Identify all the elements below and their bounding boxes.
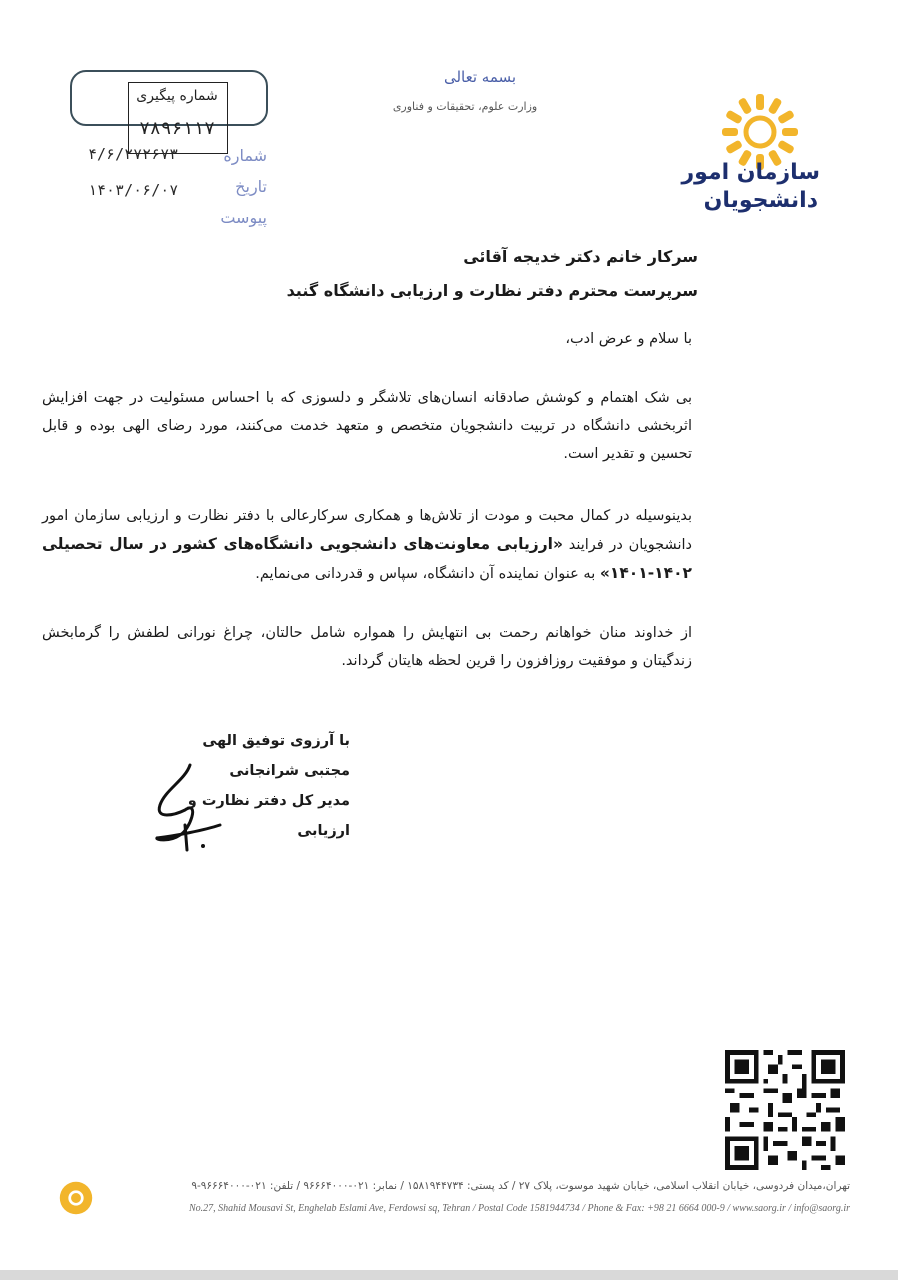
addressee-line2: سرپرست محترم دفتر نظارت و ارزیابی دانشگاه گنبد	[286, 281, 698, 300]
meta-labels	[205, 140, 267, 233]
signature-scribble	[145, 760, 245, 860]
date-label: تاریخ	[235, 177, 267, 196]
paragraph-1: بی شک اهتمام و کوشش صادقانه انسان‌های تلاشگر و دلسوزی که با احساس مسئولیت در جهت افزایش اثربخشی دانشگاه در تربیت دانشجویان متخصص و متعهد خدمت می‌کنند، مورد رضای الهی بوده و قابل تحسین و تقدیر است.	[42, 390, 692, 462]
addressee	[198, 240, 698, 308]
footer-logo	[58, 1180, 94, 1216]
paragraph-2-bold: «ارزیابی معاونت‌های دانشجویی دانشگاه‌های کشور در سال تحصیلی ۱۴۰۲-۱۴۰۱»	[42, 535, 692, 582]
qr-code	[725, 1050, 845, 1170]
salutation: با سلام و عرض ادب،	[565, 331, 692, 347]
signer-title: مدیر کل دفتر نظارت و ارزیابی	[187, 793, 350, 839]
footer-address-en: No.27, Shahid Mousavi St, Enghelab Eslami Ave, Ferdowsi sq, Tehran / Postal Code 1581944734 / Phone & Fax: +98 21 6664 000-9 / www.saorg.ir / info@saorg.ir	[188, 1203, 850, 1214]
signer-name: مجتبی شرانجانی	[229, 763, 350, 779]
addressee-line1: سرکار خانم دکتر خدیجه آقائی	[463, 247, 698, 266]
meta-values	[88, 136, 208, 208]
ministry-name: وزارت علوم، تحقیقات و فناوری	[392, 100, 538, 113]
letter-number: ۴/۶/۲۷۲۶۷۳	[88, 145, 179, 163]
letter-date: ۱۴۰۳/۰۶/۰۷	[88, 181, 179, 199]
page-bottom-edge	[0, 1270, 898, 1280]
attachment-label: پیوست	[220, 208, 267, 227]
org-name-line1: سازمان امور	[681, 160, 820, 185]
bismillah: بسمه تعالی	[443, 68, 517, 86]
org-name-line2: دانشجویان	[703, 188, 818, 213]
paragraph-2-start: بدینوسیله در کمال محبت و مودت از تلاش‌ها و همکاری سرکارعالی با دفتر نظارت و ارزیابی سازمان امور دانشجویان در فرایند	[42, 508, 692, 553]
paragraph-3: از خداوند منان خواهانم رحمت بی انتهایش را همواره شامل حالتان، چراغ نورانی لطفش را گرمابخش زندگیتان و موفقیت روزافزون را قرین لحظه هایتان گرداند.	[42, 625, 692, 669]
tracking-label: شماره پیگیری	[136, 88, 218, 104]
paragraph-2-end: به عنوان نماینده آن دانشگاه، سپاس و قدردانی می‌نمایم.	[255, 566, 596, 582]
closing-wish: با آرزوی توفیق الهی	[202, 733, 350, 749]
number-label: شماره	[223, 146, 267, 165]
paragraph-2	[42, 502, 692, 588]
tracking-number: ۷۸۹۶۱۱۷	[139, 118, 215, 139]
footer-address-fa: تهران،میدان فردوسی، خیابان انقلاب اسلامی، خیابان شهید موسوت، پلاک ۲۷ / کد پستی: ۱۵۸۱۹۴۴۷۳۴ / نمابر: ۰۲۱-۹۶۶۶۴۰۰۰ / تلفن: ۰۲۱-۹۶۶۶۴۰۰۰-۹	[191, 1180, 850, 1192]
